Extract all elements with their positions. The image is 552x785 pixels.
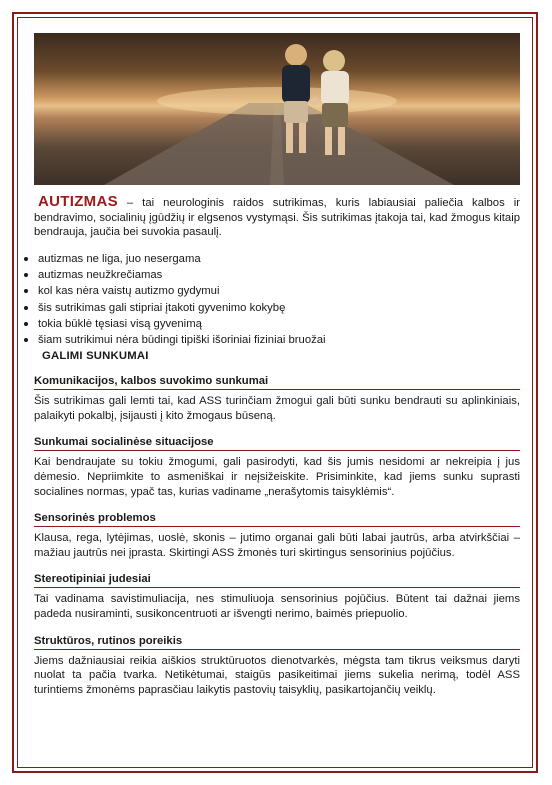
hero-photo-two-children-walking-on-road: [34, 33, 520, 185]
leaflet-content: [34, 33, 520, 697]
difficulties-heading: GALIMI SUNKUMAI: [42, 350, 149, 363]
list-item: autizmas ne liga, juo nesergama: [24, 251, 520, 267]
section-routine: [34, 634, 520, 698]
bullet-icon: [24, 306, 28, 310]
section-title: Komunikacijos, kalbos suvokimo sunkumai: [34, 374, 520, 390]
section-communication: [34, 374, 520, 423]
bullet-icon: [24, 322, 28, 326]
section-body: Šis sutrikimas gali lemti tai, kad ASS turinčiam žmogui gali būti sunku bendrauti su aplinkiniais, palaikyti pokalbį, įsijausti į kito žmogaus būseną.: [34, 395, 520, 422]
list-item: autizmas neužkrečiamas: [24, 267, 520, 283]
bullet-icon: [24, 257, 28, 261]
intro-text: – tai neurologinis raidos sutrikimas, kuris labiausiai paliečia kalbos ir bendravimo, socialinių įgūdžių ir elgsenos vystymąsi. Šis sutrikimas įtakoja tai, kad žmogus kitaip bendrauja, jaučia bei suvokia pasaulį.: [34, 197, 520, 239]
bullet-icon: [24, 289, 28, 293]
section-body: Tai vadinama savistimuliacija, nes stimuliuoja sensorinius pojūčius. Būtent tai dažnai jiems padeda nusiraminti, susikoncentruoti ar išvengti nerimo, baimės priepuolio.: [34, 593, 520, 621]
section-title: Sensorinės problemos: [34, 511, 520, 527]
bullet-icon: [24, 338, 28, 342]
facts-list: [34, 251, 520, 348]
section-title: Sunkumai socialinėse situacijose: [34, 435, 520, 451]
list-item: šis sutrikimas gali stipriai įtakoti gyvenimo kokybę: [24, 300, 520, 316]
hero-illustration: [34, 33, 520, 185]
section-social: [34, 435, 520, 499]
list-item: kol kas nėra vaistų autizmo gydymui: [24, 283, 520, 299]
section-title: Struktūros, rutinos poreikis: [34, 634, 520, 650]
section-body: Jiems dažniausiai reikia aiškios struktūruotos dienotvarkės, mėgsta tam tikrus veiksmus daryti nuolat ta pačia tvarka. Netikėtumai, staigūs pasikeitimai jiems sukelia nerimą, todėl ASS turintiems žmonėms paprasčiau laikytis pastovių taisyklių, pasikartojančių veiklų.: [34, 654, 520, 696]
section-title: Stereotipiniai judesiai: [34, 572, 520, 588]
section-body: Klausa, rega, lytėjimas, uoslė, skonis – jutimo organai gali būti labai jautrūs, arba atvirkščiai – mažiau jautrūs nei įprasta. Skirtingi ASS žmonės turi skirtingus sensorinius pojūčius.: [34, 532, 520, 559]
intro-term: AUTIZMAS: [38, 193, 118, 210]
bullet-icon: [24, 273, 28, 277]
section-sensory: [34, 511, 520, 560]
intro-paragraph: [34, 195, 520, 240]
section-stereotypic: [34, 572, 520, 621]
list-item: tokia būklė tęsiasi visą gyvenimą: [24, 316, 520, 332]
section-body: Kai bendraujate su tokiu žmogumi, gali pasirodyti, kad šis jumis nesidomi ar nekreipia į jus dėmesio. Nepriimkite to asmeniškai ir neįsižeiskite. Prisiminkite, kad jiems sunku suprasti socialines normas, ypač tas, kurias vadiname „nerašytomis taisyklėmis“.: [34, 456, 520, 498]
list-item: šiam sutrikimui nėra būdingi tipiški išoriniai fiziniai bruožai: [24, 332, 520, 348]
